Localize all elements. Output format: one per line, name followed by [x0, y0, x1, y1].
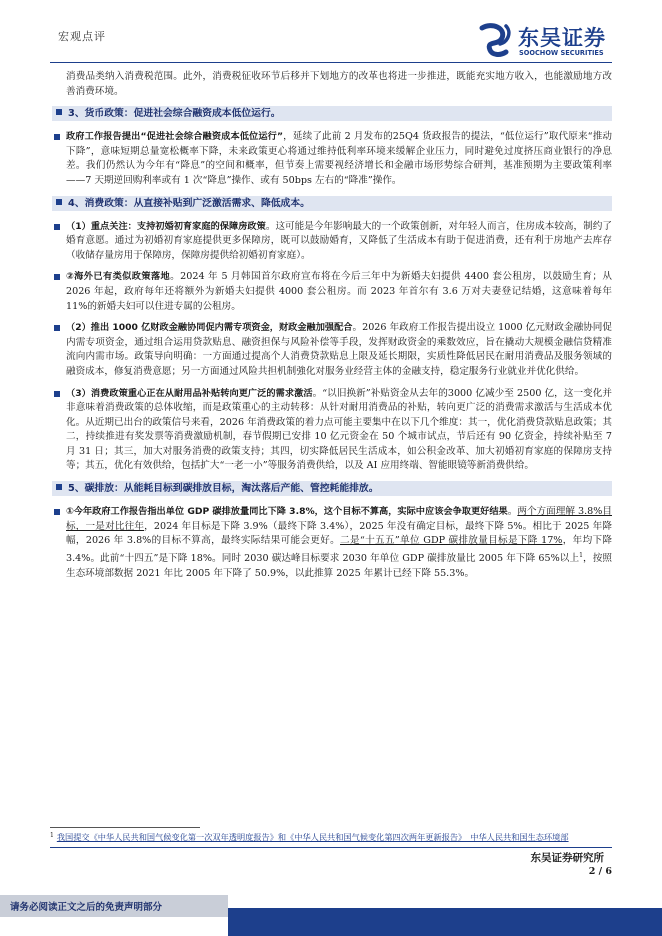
- square-bullet-icon: [56, 199, 62, 205]
- disclaimer-text: 请务必阅读正文之后的免责声明部分: [10, 902, 163, 913]
- section-heading-carbon: [52, 481, 612, 496]
- section-heading-text: 3、货币政策：促进社会综合融资成本低位运行。: [68, 108, 281, 120]
- logo-mark-icon: [476, 22, 514, 58]
- section-heading-monetary: [52, 106, 612, 121]
- punct: 。: [507, 506, 518, 518]
- section-heading-consumption: [52, 196, 612, 211]
- main-content: [52, 70, 612, 588]
- bold-lead: ①今年政府工作报告指出单位 GDP 碳排放量同比下降 3.8%，这个目标不算高，实际中应该会争取更好结果: [66, 506, 508, 518]
- header-section-title: 宏观点评: [58, 30, 106, 43]
- section-heading-text: 5、碳排放：从能耗目标到碳排放目标，淘汰落后产能、管控耗能排放。: [68, 483, 379, 495]
- logo-text-cn: 东吴证券: [518, 26, 606, 50]
- monetary-paragraph: [52, 130, 612, 188]
- footer-department: 东吴证券研究所: [530, 852, 604, 864]
- paragraph-text: 。“以旧换新”补贴资金从去年的3000 亿减少至 2500 亿，这一变化并非意味着消费政策的总体收缩，而是政策重心的主动转移：从针对耐用消费品的补贴，转向更广泛的消费需求激活与生活成本优化。从近期已出台的政策信号来看，2026 年消费政策的着力点可能主要集中在以下几个维度：其一，优化消费贷款贴息政策；其二，持续推进有奖发票等消费激励机制，春节假期已安排 10 亿元资金在 50 个城市试点，节后还有 90 亿资金，持续补贴至 7 月 31 日；其三，加大对服务消费的政策支持；其四，切实降低居民生活成本，如公积金改革、加大初婚初育家庭的保障房支持等；其五，优化有效供给，包括扩大“一老一小”等服务消费供给，以及 AI 应用终端、智能眼镜等新消费供给。: [66, 387, 612, 472]
- square-bullet-icon: [54, 325, 60, 331]
- paragraph-text: 。这可能是今年影响最大的一个政策创新，对年轻人而言，住房成本较高，制约了婚育意愿。通过为初婚初育家庭提供更多保障房，既可以鼓励婚育，又降低了生活成本有助于促进消费，还有利于房地产去库存（收储存量房用于保障房，保障房提供给初婚初育家庭）。: [66, 220, 612, 261]
- underlined-text: 二是“十五五”单位 GDP 碳排放量目标是下降 17%: [340, 535, 563, 547]
- paragraph-text: ，年均下降 3.4%。此前“十四五”是下降 18%。同时 2030 碳达峰目标要求 2030 年单位 GDP 碳排放量比 2005 年下降 65%以上: [66, 535, 613, 565]
- bold-lead: （1）重点关注：支持初婚初育家庭的保障房政策: [66, 220, 266, 232]
- paragraph-text: 。2026 年政府工作报告提出设立 1000 亿元财政金融协同促内需专项资金，通过组合运用贷款贴息、融资担保与风险补偿等手段，发挥财政资金的乘数效应，旨在撬动大规模金融信贷精准流向内需市场。政策导向明确：一方面通过提高个人消费贷款贴息上限及延长期限，实质性降低居民在耐用消费品及服务领域的融资成本，修复消费意愿；另一方面通过风险共担机制強化对服务业经营主体的金融支持，稳定服务行业就业并优化供给。: [66, 322, 613, 377]
- underlined-text: 两个方面理解 3.8%目标，一是对比往年: [66, 506, 612, 532]
- footnote: [50, 830, 615, 843]
- bold-lead: 政府工作报告提出“促进社会综合融资成本低位运行”: [66, 131, 284, 143]
- bold-lead: （3）消费政策重心正在从耐用品补贴转向更广泛的需求激活: [66, 387, 313, 399]
- footer-rule: [50, 847, 612, 848]
- consumption-paragraph-3: [52, 321, 612, 379]
- square-bullet-icon: [54, 274, 60, 280]
- header-rule: [50, 62, 612, 63]
- footer-band: [228, 908, 662, 936]
- carbon-paragraph: [52, 505, 612, 581]
- bold-lead: （2）推出 1000 亿财政金融协同促内需专项资金，财政金融加强配合: [66, 322, 353, 334]
- square-bullet-icon: [54, 391, 60, 397]
- page-number: 2 / 6: [588, 866, 612, 877]
- square-bullet-icon: [54, 134, 60, 140]
- footnote-link[interactable]: 我国提交《中华人民共和国气候变化第一次双年透明度报告》和《中华人民共和国气候变化第四次两年更新报告》_中华人民共和国生态环境部: [56, 832, 569, 842]
- consumption-paragraph-1: [52, 220, 612, 264]
- consumption-paragraph-4: [52, 387, 612, 475]
- paragraph-text: ，按照生态环境部数据 2021 年比 2005 年下降了 50.9%，以此推算 2025 年累计已经下降 55.3%。: [66, 553, 612, 579]
- disclaimer-bar: [0, 895, 228, 917]
- bold-lead: ②海外已有类似政策落地: [66, 271, 171, 283]
- footnote-rule: [50, 827, 200, 828]
- square-bullet-icon: [56, 109, 62, 115]
- footnote-ref[interactable]: 1: [579, 551, 583, 559]
- section-heading-text: 4、消费政策：从直接补贴到广泛激活需求、降低成本。: [68, 197, 310, 209]
- paragraph-text: 。2024 年 5 月韩国首尔政府宣布将在今后三年中为新婚夫妇提供 4400 套公租房，以鼓励生育；从 2026 年起，政府每年还将额外为新婚夫妇提供 4000 套公租房。而 2023 年首尔有 3.6 万对夫妻登记结婚，这意味着每年 11%的新婚夫妇可以住进专属的公租房。: [66, 271, 612, 312]
- logo-text-en: SOOCHOW SECURITIES: [519, 49, 604, 57]
- intro-paragraph: 消费品类纳入消费税范围。此外，消费税征收环节后移并下划地方的改革也将进一步推进，既能充实地方收入，也能激励地方改善消费环境。: [66, 71, 612, 97]
- square-bullet-icon: [56, 484, 62, 490]
- company-logo: [476, 20, 616, 60]
- footnote-number: 1: [50, 832, 54, 839]
- square-bullet-icon: [54, 224, 60, 230]
- paragraph-text: ，2024 年目标是下降 3.9%（最终下降 3.4%），2025 年没有确定目标，最终下降 5%。相比于 2025 年降幅，2026 年 3.8%的目标不算高，最终实际结果可能会更好。: [66, 520, 612, 547]
- consumption-paragraph-2: [52, 270, 612, 314]
- paragraph-text: ，延续了此前 2 月发布的25Q4 货政报告的提法，“低位运行”取代原来“推动下降”，意味短期总量宽松概率下降，未来政策更心将通过维持低利率环境来缓解企业压力，同时避免过度挤压商业银行的净息差。我们仍然认为今年有“降息”的空间和概率，但节奏上需要视经济增长和金融市场形势综合研判，基准预期为主要政策利率——7 天期逆回购利率或有 1 次“降息”操作、或有 50bps 左右的“降准”操作。: [66, 131, 612, 186]
- square-bullet-icon: [54, 509, 60, 515]
